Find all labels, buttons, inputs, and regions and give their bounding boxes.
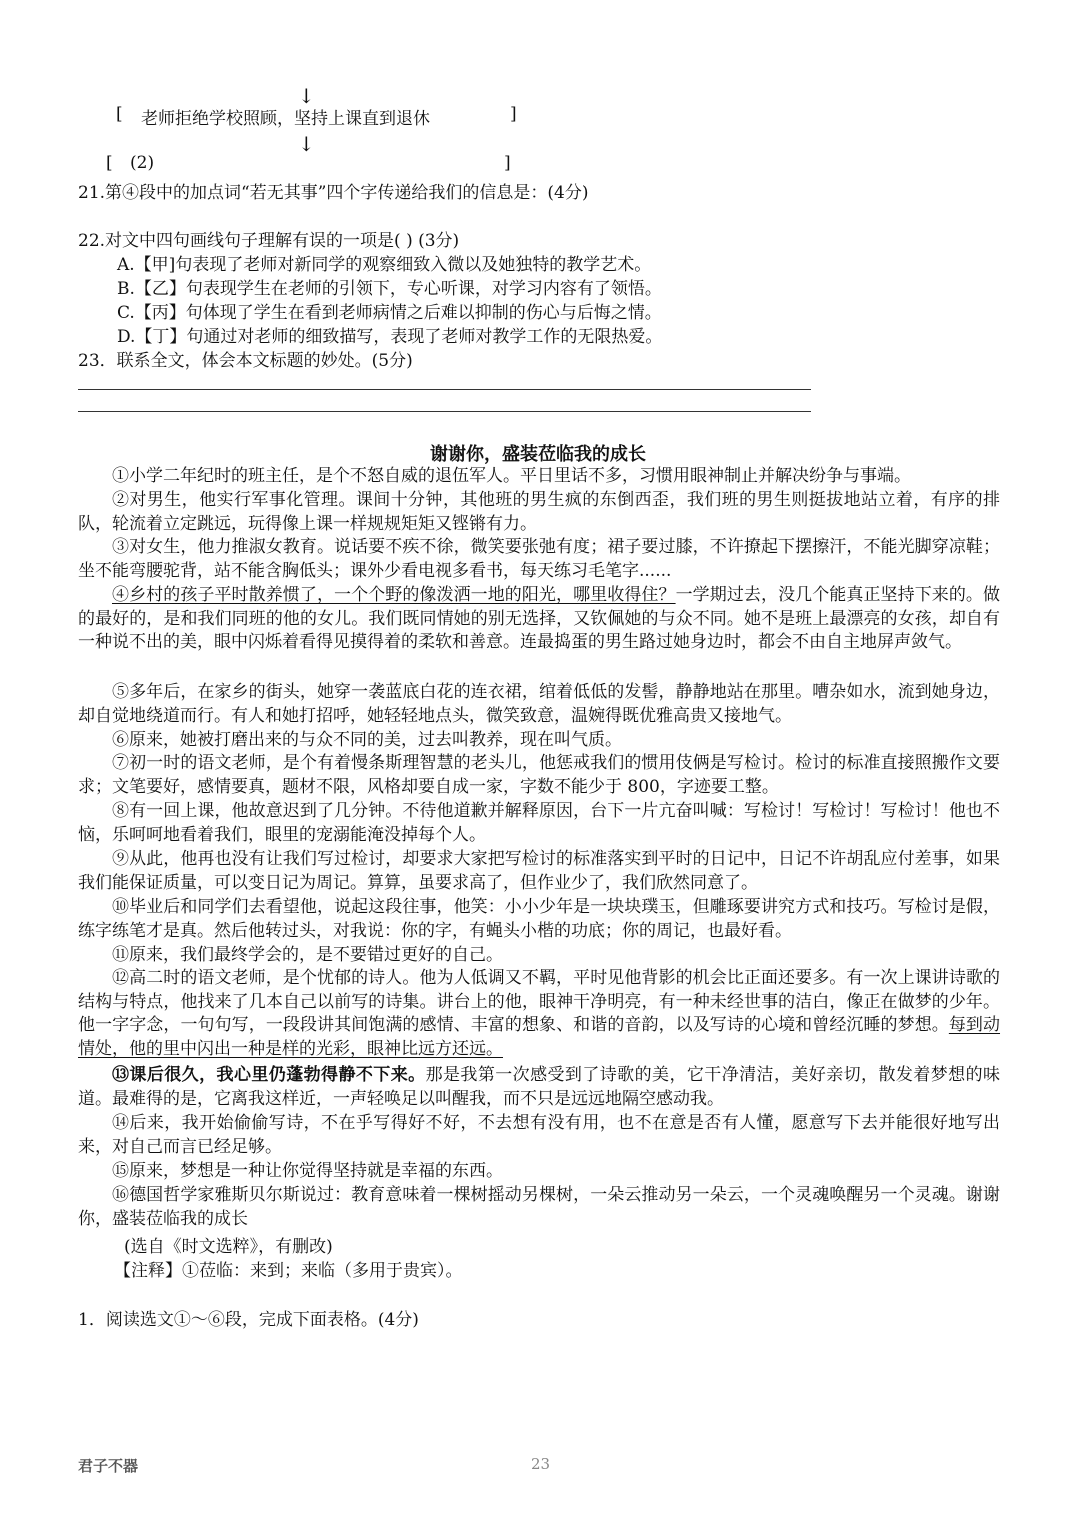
down-arrow-icon: ↓ bbox=[298, 84, 315, 108]
underlined-sentence-jia: ④乡村的孩子平时散养惯了，一个个野的像泼洒一地的阳光，哪里收得住？ bbox=[112, 585, 676, 605]
question-22-option-c: C.【丙】句体现了学生在看到老师病情之后难以抑制的伤心与后悔之情。 bbox=[117, 303, 662, 323]
flow-box1-close: ] bbox=[510, 104, 517, 124]
paragraph-1: ①小学二年纪时的班主任，是个不怒自威的退伍军人。平日里话不多，习惯用眼神制止并解决纷争与事端。 bbox=[112, 466, 911, 486]
paragraph-8: ⑧有一回上课，他故意迟到了几分钟。不待他道歉并解释原因，台下一片亢奋叫喊：写检讨！写检讨！写检讨！他也不恼，乐呵呵地看着我们，眼里的宠溺能淹没掉每个人。 bbox=[78, 801, 1000, 845]
paragraph-11: ⑪原来，我们最终学会的，是不要错过更好的自己。 bbox=[112, 945, 503, 965]
article-note: 【注释】①莅临：来到；来临（多用于贵宾）。 bbox=[114, 1261, 463, 1281]
paragraph-15: ⑮原来，梦想是一种让你觉得坚持就是幸福的东西。 bbox=[112, 1161, 503, 1181]
flow-box2-open: [ bbox=[106, 153, 113, 173]
flow-box2-close: ] bbox=[504, 153, 511, 173]
question-21: 21.第④段中的加点词“若无其事”四个字传递给我们的信息是：(4分) bbox=[78, 183, 589, 203]
page-number: 23 bbox=[531, 1455, 551, 1473]
question-23: 23．联系全文，体会本文标题的妙处。(5分) bbox=[78, 351, 413, 371]
paragraph-7: ⑦初一时的语文老师，是个有着慢条斯理智慧的老头儿，他惩戒我们的惯用伎俩是写检讨。检讨的标准直接照搬作文要求；文笔要好，感情要真，题材不限，风格却要自成一家，字数不能少于 800，字迹要工整。 bbox=[78, 753, 1000, 797]
paragraph-2: ②对男生，他实行军事化管理。课间十分钟，其他班的男生疯的东倒西歪，我们班的男生则挺拔地站立着，有序的排队，轮流着立定跳远，玩得像上课一样规规矩矩又铿锵有力。 bbox=[78, 490, 1000, 534]
paragraph-10: ⑩毕业后和同学们去看望他，说起这段往事，他笑：小小少年是一块块璞玉，但雕琢要讲究方式和技巧。写检讨是假，练字练笔才是真。然后他转过头，对我说：你的字，有蝇头小楷的功底；你的周记，也最好看。 bbox=[78, 897, 1000, 941]
paragraph-9: ⑨从此，他再也没有让我们写过检讨，却要求大家把写检讨的标准落实到平时的日记中，日记不许胡乱应付差事，如果我们能保证质量，可以变日记为周记。算算，虽要求高了，但作业少了，我们欣然同意了。 bbox=[78, 849, 1000, 893]
paragraph-14: ⑭后来，我开始偷偷写诗，不在乎写得好不好，不去想有没有用，也不在意是否有人懂，愿意写下去并能很好地写出来，对自己而言已经足够。 bbox=[78, 1113, 1000, 1157]
paragraph-3: ③对女生，他力推淑女教育。说话要不疾不徐，微笑要张弛有度；裙子要过膝，不许撩起下摆擦汗，不能光脚穿凉鞋；坐不能弯腰驼背，站不能含胸低头；课外少看电视多看书，每天练习毛笔字...... bbox=[78, 537, 1000, 581]
answer-line bbox=[78, 389, 811, 390]
paragraph-4 bbox=[78, 584, 1000, 655]
article-source: (选自《时文选粹》，有删改) bbox=[124, 1237, 333, 1257]
flow-box1-text: 老师拒绝学校照顾，坚持上课直到退休 bbox=[141, 109, 430, 129]
paragraph-13 bbox=[78, 1064, 1000, 1111]
question-22-option-d: D.【丁】句通过对老师的细致描写，表现了老师对教学工作的无限热爱。 bbox=[117, 327, 663, 347]
underlined-sentence-ding: 每到动情处，他的里中闪出一种是样的光彩，眼神比远方还远。 bbox=[78, 1015, 1001, 1059]
paragraph-13-rest: 那是我第一次感受到了诗歌的美，它干净清洁，美好亲切，散发着梦想的味道。最难得的是，它离我这样近，一声轻唤足以叫醒我，而不只是远远地隔空感动我。 bbox=[78, 1065, 1001, 1109]
answer-line bbox=[78, 411, 811, 412]
question-1: 1．阅读选文①～⑥段，完成下面表格。(4分) bbox=[78, 1310, 419, 1330]
flow-box1-open: [ bbox=[116, 104, 123, 124]
article-title: 谢谢你，盛装莅临我的成长 bbox=[430, 444, 646, 465]
question-22-option-a: A.【甲]句表现了老师对新同学的观察细致入微以及她独特的教学艺术。 bbox=[117, 255, 652, 275]
paragraph-5: ⑤多年后，在家乡的街头，她穿一袭蓝底白花的连衣裙，绾着低低的发髻，静静地站在那里。嘈杂如水，流到她身边，却自觉地绕道而行。有人和她打招呼，她轻轻地点头，微笑致意，温婉得既优雅高贵又接地气。 bbox=[78, 682, 1000, 726]
paragraph-12 bbox=[78, 967, 1000, 1061]
bold-sentence: ⑬课后很久，我心里仍蓬勃得静不下来。 bbox=[112, 1065, 426, 1085]
paragraph-12-main: ⑫高二时的语文老师，是个忧郁的诗人。他为人低调又不羁，平时见他背影的机会比正面还要多。有一次上课讲诗歌的结构与特点，他找来了几本自己以前写的诗集。讲台上的他，眼神干净明亮，有一种未经世事的洁白，像正在做梦的少年。他一字字念，一句句写，一段段讲其间饱满的感情、丰富的想象、和谐的音韵，以及写诗的心境和曾经沉睡的梦想。 bbox=[78, 968, 1000, 1036]
paragraph-16: ⑯德国哲学家雅斯贝尔斯说过：教育意味着一棵树摇动另棵树，一朵云推动另一朵云，一个灵魂唤醒另一个灵魂。谢谢你，盛装莅临我的成长 bbox=[78, 1185, 1000, 1229]
paragraph-6: ⑥原来，她被打磨出来的与众不同的美，过去叫教养，现在叫气质。 bbox=[112, 730, 622, 750]
footer-watermark: 君子不器 bbox=[78, 1457, 139, 1475]
question-22-option-b: B.【乙】句表现学生在老师的引领下，专心听课，对学习内容有了领悟。 bbox=[117, 279, 662, 299]
paragraph-4-rest: 一学期过去，没几个能真正坚持下来的。做的最好的，是和我们同班的他的女儿。我们既同情她的别无选择，又钦佩她的与众不同。她不是班上最漂亮的女孩，却自有一种说不出的美，眼中闪烁着看得见摸得着的柔软和善意。连最捣蛋的男生路过她身边时，都会不由自主地屏声敛气。 bbox=[78, 585, 1001, 653]
flow-box2-text: (2) bbox=[130, 153, 155, 173]
question-22-stem: 22.对文中四句画线句子理解有误的一项是( ) (3分) bbox=[78, 231, 460, 251]
down-arrow-icon: ↓ bbox=[298, 132, 315, 156]
